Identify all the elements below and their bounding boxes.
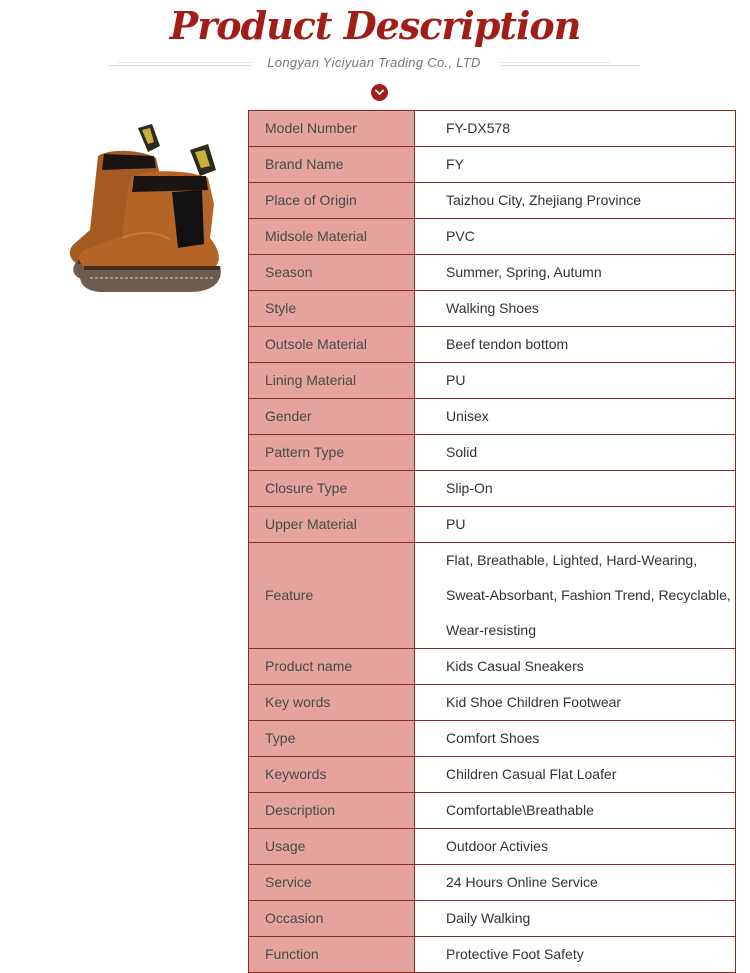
spec-value: Beef tendon bottom bbox=[415, 327, 736, 363]
spec-label: Midsole Material bbox=[249, 219, 415, 255]
spec-row bbox=[249, 111, 736, 147]
spec-value: Outdoor Activies bbox=[415, 829, 736, 865]
page-title: Product Description bbox=[169, 3, 581, 48]
spec-row bbox=[249, 147, 736, 183]
spec-row bbox=[249, 865, 736, 901]
chelsea-boots-image bbox=[30, 120, 230, 300]
spec-value: Daily Walking bbox=[415, 901, 736, 937]
spec-row bbox=[249, 685, 736, 721]
spec-row bbox=[249, 901, 736, 937]
spec-row bbox=[249, 507, 736, 543]
spec-label: Pattern Type bbox=[249, 435, 415, 471]
chevron-down-icon bbox=[371, 84, 388, 101]
spec-value: PVC bbox=[415, 219, 736, 255]
spec-label: Lining Material bbox=[249, 363, 415, 399]
spec-value: Comfortable\Breathable bbox=[415, 793, 736, 829]
spec-value: Unisex bbox=[415, 399, 736, 435]
spec-value: 24 Hours Online Service bbox=[415, 865, 736, 901]
spec-row bbox=[249, 255, 736, 291]
spec-value: Children Casual Flat Loafer bbox=[415, 757, 736, 793]
spec-label: Feature bbox=[249, 543, 415, 649]
spec-value: Kids Casual Sneakers bbox=[415, 649, 736, 685]
spec-row bbox=[249, 829, 736, 865]
spec-label: Service bbox=[249, 865, 415, 901]
spec-row bbox=[249, 435, 736, 471]
spec-row bbox=[249, 471, 736, 507]
spec-label: Description bbox=[249, 793, 415, 829]
spec-table bbox=[248, 110, 736, 973]
spec-row bbox=[249, 327, 736, 363]
subtitle-row bbox=[108, 53, 640, 73]
spec-label: Style bbox=[249, 291, 415, 327]
spec-label: Product name bbox=[249, 649, 415, 685]
spec-row bbox=[249, 291, 736, 327]
spec-label: Outsole Material bbox=[249, 327, 415, 363]
spec-label: Occasion bbox=[249, 901, 415, 937]
spec-row bbox=[249, 219, 736, 255]
spec-value: PU bbox=[415, 507, 736, 543]
spec-value: Solid bbox=[415, 435, 736, 471]
spec-value: Taizhou City, Zhejiang Province bbox=[415, 183, 736, 219]
spec-row bbox=[249, 937, 736, 973]
spec-value: FY bbox=[415, 147, 736, 183]
spec-label: Function bbox=[249, 937, 415, 973]
spec-value: Flat, Breathable, Lighted, Hard-Wearing, Sweat-Absorbant, Fashion Trend, Recyclable, Wear-resisting bbox=[415, 543, 736, 649]
company-name: Longyan Yiciyuan Trading Co., LTD bbox=[267, 55, 481, 70]
spec-label: Model Number bbox=[249, 111, 415, 147]
spec-value: Kid Shoe Children Footwear bbox=[415, 685, 736, 721]
spec-label: Usage bbox=[249, 829, 415, 865]
spec-row bbox=[249, 543, 736, 649]
spec-row bbox=[249, 399, 736, 435]
spec-row bbox=[249, 793, 736, 829]
spec-row bbox=[249, 721, 736, 757]
spec-value: Slip-On bbox=[415, 471, 736, 507]
spec-value: Comfort Shoes bbox=[415, 721, 736, 757]
spec-value: Protective Foot Safety bbox=[415, 937, 736, 973]
spec-row bbox=[249, 363, 736, 399]
spec-row bbox=[249, 757, 736, 793]
spec-value: Summer, Spring, Autumn bbox=[415, 255, 736, 291]
spec-value: PU bbox=[415, 363, 736, 399]
spec-label: Gender bbox=[249, 399, 415, 435]
spec-label: Place of Origin bbox=[249, 183, 415, 219]
spec-value: FY-DX578 bbox=[415, 111, 736, 147]
spec-value: Walking Shoes bbox=[415, 291, 736, 327]
spec-label: Brand Name bbox=[249, 147, 415, 183]
spec-row bbox=[249, 649, 736, 685]
spec-label: Season bbox=[249, 255, 415, 291]
spec-row bbox=[249, 183, 736, 219]
spec-label: Key words bbox=[249, 685, 415, 721]
spec-label: Type bbox=[249, 721, 415, 757]
page-header bbox=[0, 0, 750, 110]
spec-label: Keywords bbox=[249, 757, 415, 793]
spec-label: Closure Type bbox=[249, 471, 415, 507]
spec-label: Upper Material bbox=[249, 507, 415, 543]
product-image bbox=[30, 120, 230, 300]
scroll-down-button[interactable] bbox=[371, 84, 388, 101]
